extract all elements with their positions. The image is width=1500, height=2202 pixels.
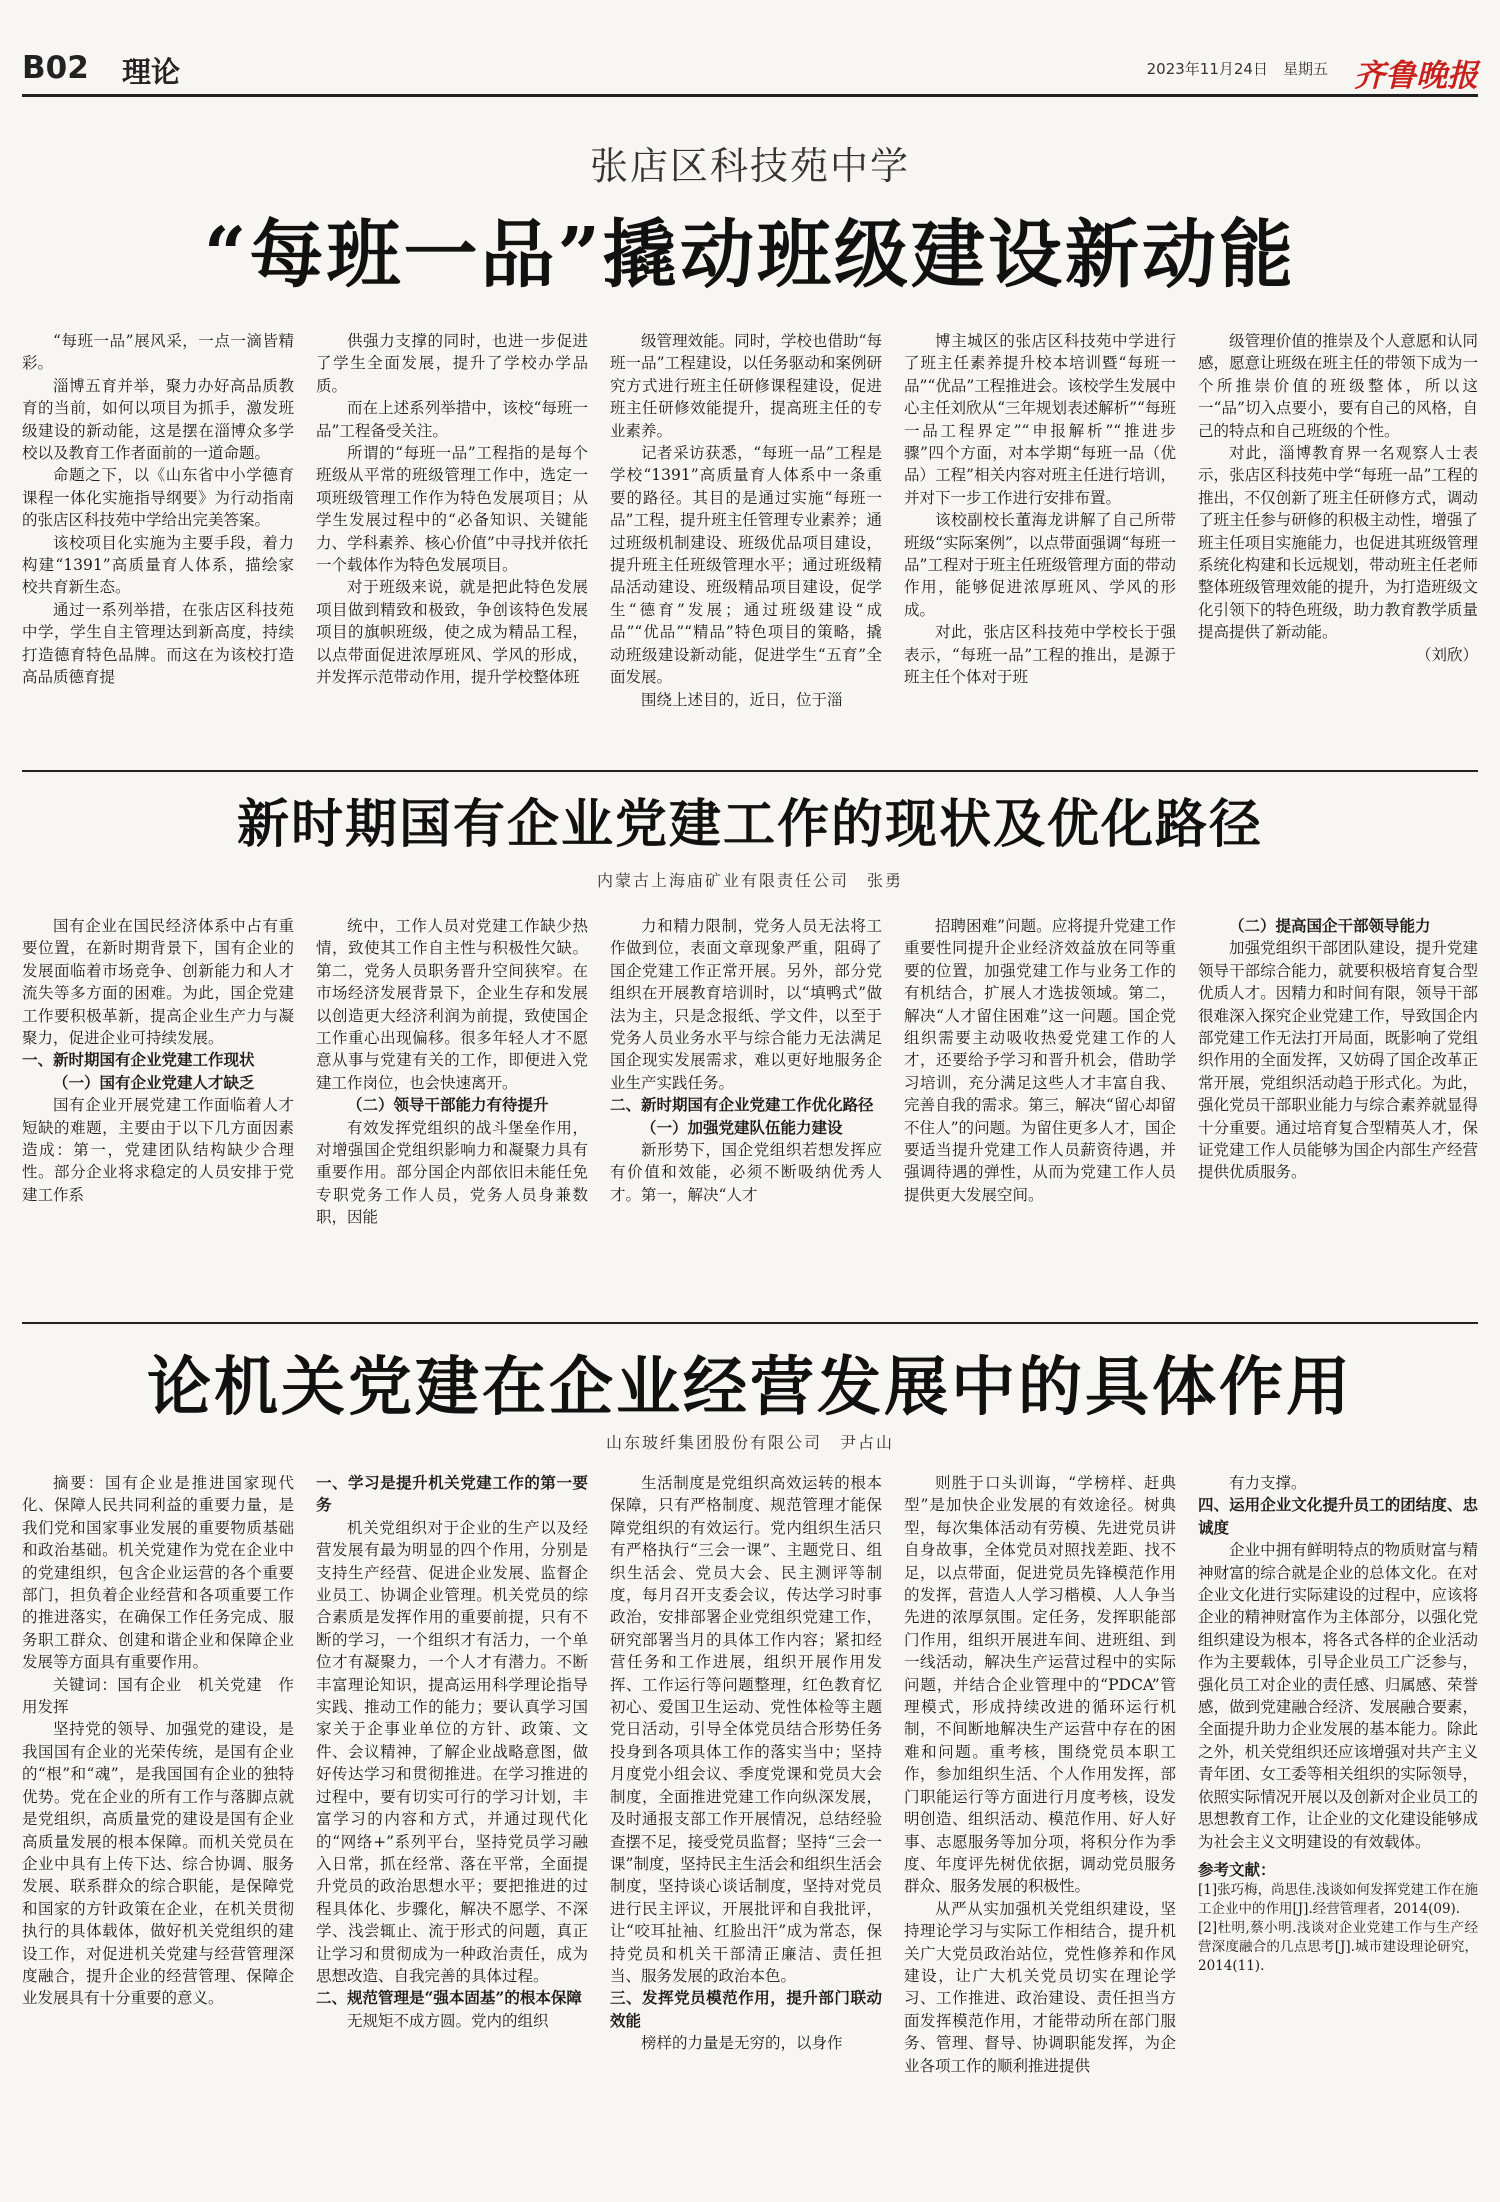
section-heading: 一、学习是提升机关党建工作的第一要务 — [316, 1473, 588, 1515]
masthead-rule — [22, 94, 1478, 97]
paragraph: 对此，淄博教育界一名观察人士表示，张店区科技苑中学“每班一品”工程的推出，不仅创新了班主任研修方式，调动了班主任参与研修的积极主动性，增强了班主任项目实施能力，也促进其班级管理系统化构建和长远规划，带动班主任老师整体班级管理效能的提升，为打造班级文化引领下的特色班级，助力教育教学质量提高提供了新动能。 — [1198, 444, 1478, 642]
paragraph: 生活制度是党组织高效运转的根本保障，只有严格制度、规范管理才能保障党组织的有效运行。党内组织生活只有严格执行“三会一课”、主题党日、组织生活会、党员大会、民主测评等制度，每月召开支委会议，传达学习时事政治，安排部署企业党组织党建工作，研究部署当月的具体工作内容；紧扣经营任务和工作进展，组织开展作用发挥、工作运行等问题整理，红色教育忆初心、爱国卫生运动、党性体检等主题党日活动，引导全体党员结合形势任务投身到各项具体工作的落实当中；坚持月度党小组会议、季度党课和党员大会制度，全面推进党建工作向纵深发展，及时通报支部工作开展情况，总结经验查摆不足，接受党员监督；坚持“三会一课”制度，坚持民主生活会和组织生活会制度，坚持谈心谈话制度，坚持对党员进行民主评议，开展批评和自我批评，让“咬耳扯袖、红脸出汗”成为常态，保持党员和机关干部清正廉洁、责任担当、服务发展的政治本色。 — [610, 1474, 882, 1985]
paragraph: 对此，张店区科技苑中学校长于强表示，“每班一品”工程的推出，是源于班主任个体对于班 — [904, 623, 1176, 687]
section-heading: 一、新时期国有企业党建工作现状 — [22, 1050, 255, 1070]
dateline — [1147, 58, 1328, 79]
section-heading: 二、新时期国有企业党建工作优化路径 — [610, 1095, 874, 1115]
article1-column-3 — [610, 330, 882, 762]
article1-signature: （刘欣） — [1415, 645, 1478, 664]
paragraph: 而在上述系列举措中，该校“每班一品”工程备受关注。 — [316, 399, 588, 440]
article1-column-4 — [904, 330, 1176, 762]
paragraph: 供强力支撑的同时，也进一步促进了学生全面发展，提升了学校办学品质。 — [316, 332, 588, 395]
article1-column-5 — [1198, 330, 1478, 762]
article3-column-1 — [22, 1472, 294, 2190]
article3-column-2 — [316, 1472, 588, 2190]
paragraph: 坚持党的领导、加强党的建设，是我国国有企业的光荣传统，是国有企业的“根”和“魂”，是我国国有企业的独特优势。党在企业的所有工作与落脚点就是党组织，高质量党的建设是国有企业高质量发展的根本保障。而机关党员在企业中具有上传下达、综合协调、服务发展、联系群众的综合职能，是保障党和国家的方针政策在企业，在机关贯彻执行的具体载体，做好机关党组织的建设工作，对促进机关党建与经营管理深度融合，提升企业的经营管理、保障企业发展具有十分重要的意义。 — [22, 1720, 294, 2008]
newspaper-logo: 齐鲁晚报 — [1354, 58, 1478, 94]
article2-column-4 — [904, 915, 1176, 1313]
article2-column-3 — [610, 915, 882, 1313]
article3-column-3 — [610, 1472, 882, 2190]
paragraph: 博主城区的张店区科技苑中学进行了班主任素养提升校本培训暨“每班一品”“优品”工程推进会。该校学生发展中心主任刘欣从“三年规划表述解析”“每班一品工程界定”“申报解析”“推进步骤”四个方面，对本学期“每班一品（优品）工程”相关内容对班主任进行培训，并对下一步工作进行安排布置。 — [904, 332, 1176, 507]
subsection-heading: （一）国有企业党建人才缺乏 — [53, 1072, 255, 1092]
section-heading: 二、规范管理是“强本固基”的根本保障 — [316, 1988, 582, 2008]
paragraph: 国有企业在国民经济体系中占有重要位置，在新时期背景下，国有企业的发展面临着市场竞争、创新能力和人才流失等多方面的困难。为此，国企党建工作要积极革新，提高企业生产力与凝聚力，促进企业可持续发展。 — [22, 917, 294, 1048]
article1-column-2 — [316, 330, 588, 762]
subsection-heading: （一）加强党建队伍能力建设 — [641, 1117, 843, 1137]
article3-byline: 山东玻纤集团股份有限公司 尹占山 — [605, 1433, 894, 1452]
paragraph: “每班一品”展风采，一点一滴皆精彩。 — [22, 332, 294, 373]
paragraph: 新形势下，国企党组织若想发挥应有价值和效能，必须不断吸纳优秀人才。第一，解决“人才 — [610, 1141, 882, 1204]
paragraph: 榜样的力量是无穷的，以身作 — [641, 2034, 843, 2053]
page-number: B02 — [22, 50, 89, 86]
article-divider-1 — [22, 770, 1478, 772]
issue-date: 2023年11月24日 — [1146, 60, 1268, 78]
paragraph: 命题之下，以《山东省中小学德育课程一体化实施指导纲要》为行动指南的张店区科技苑中学给出完美答案。 — [22, 466, 294, 530]
article2-column-1 — [22, 915, 294, 1313]
paragraph: 则胜于口头训诲，“学榜样、赶典型”是加快企业发展的有效途径。树典型，每次集体活动有劳模、先进党员讲自身故事，全体党员对照找差距、找不足，以点带面，促进党员先锋模范作用的发挥，营造人人学习楷模、人人争当先进的浓厚氛围。定任务，发挥职能部门作用，组织开展进车间、进班组、到一线活动，解决生产运营过程中的实际问题，并结合企业管理中的“PDCA”管理模式，形成持续改进的循环运行机制，不间断地解决生产运营中存在的困难和问题。重考核，围绕党员本职工作，参加组织生活、个人作用发挥，部门职能运行等方面进行月度考核，设发明创造、组织活动、模范作用、好人好事、志愿服务等加分项，将积分作为季度、年度评先树优依据，调动党员服务群众、服务发展的积极性。 — [904, 1474, 1176, 1896]
issue-weekday: 星期五 — [1282, 60, 1328, 78]
paragraph: 统中，工作人员对党建工作缺少热情，致使其工作自主性与积极性欠缺。第二，党务人员职务晋升空间狭窄。在市场经济发展背景下，企业生存和发展以创造更大经济利润为前提，致使国企工作重心出现偏移。很多年轻人才不愿意从事与党建有关的工作，即便进入党建工作岗位，也会快速离开。 — [316, 917, 588, 1092]
article2-column-2 — [316, 915, 588, 1313]
paragraph: 力和精力限制，党务人员无法将工作做到位，表面文章现象严重，阻碍了国企党建工作正常开展。另外，部分党组织在开展教育培训时，以“填鸭式”做法为主，只是念报纸、学文件，以至于党务人员业务水平与综合能力无法满足国企现实发展需求，难以更好地服务企业生产实践任务。 — [610, 917, 882, 1092]
section-name: 理论 — [122, 55, 181, 89]
paragraph: 有力支撑。 — [1229, 1474, 1307, 1492]
paragraph: 所谓的“每班一品”工程指的是每个班级从平常的班级管理工作中，选定一项班级管理工作作为特色发展项目；从学生发展过程中的“必备知识、关键能力、学科素养、核心价值”中寻找并依托一个载体作为特色发展项目。 — [316, 444, 588, 575]
article2-title: 新时期国有企业党建工作的现状及优化路径 — [236, 794, 1263, 855]
paragraph: 淄博五育并举，聚力办好高品质教育的当前，如何以项目为抓手，激发班级建设的新动能，这是摆在淄博众多学校以及教育工作者面前的一道命题。 — [22, 376, 294, 463]
masthead — [22, 50, 1478, 94]
paragraph: 摘要：国有企业是推进国家现代化、保障人民共同利益的重要力量，是我们党和国家事业发展的重要物质基础和政治基础。机关党建作为党在企业中的党建组织，包含企业运营的各个重要部门，担负着企业经营和各项重要工作的推进落实，在确保工作任务完成、服务职工群众、创建和谐企业和保障企业发展等方面具有重要作用。 — [22, 1474, 294, 1672]
article3-title: 论机关党建在企业经营发展中的具体作用 — [147, 1350, 1353, 1425]
paragraph: 有效发挥党组织的战斗堡垒作用，对增强国企党组织影响力和凝聚力具有重要作用。部分国企内部依旧未能任免专职党务工作人员，党务人员身兼数职，因能 — [316, 1118, 588, 1227]
paragraph: 国有企业开展党建工作面临着人才短缺的难题，主要由于以下几方面因素造成：第一，党建团队结构缺少合理性。部分企业将求稳定的人员安排于党建工作系 — [22, 1096, 294, 1204]
reference-entry: [1]张巧梅，尚思佳.浅谈如何发挥党建工作在施工企业中的作用[J].经营管理者，2014(09). — [1198, 1882, 1478, 1918]
article-divider-2 — [22, 1322, 1478, 1324]
subsection-heading: （二）领导干部能力有待提升 — [347, 1095, 549, 1115]
paragraph: 该校副校长董海龙讲解了自己所带班级“实际案例”，以点带面强调“每班一品”工程对于班主任班级管理方面的带动作用，能够促进浓厚班风、学风的形成。 — [904, 511, 1176, 619]
paragraph: 记者采访获悉，“每班一品”工程是学校“1391”高质量育人体系中一条重要的路径。其目的是通过实施“每班一品”工程，提升班主任管理专业素养；通过班级机制建设、班级优品项目建设，提升班主任班级管理水平；通过班级精品活动建设、班级精品项目建设，促学生“德育”发展；通过班级建设“成品”“优品”“精品”特色项目的策略，撬动班级建设新动能，促进学生“五育”全面发展。 — [610, 444, 882, 687]
paragraph: 招聘困难”问题。应将提升党建工作重要性同提升企业经济效益放在同等重要的位置，加强党建工作与业务工作的有机结合，扩展人才选拔领域。第二，解决“人才留住困难”这一问题。国企党组织需要主动吸收热爱党建工作的人才，还要给予学习和晋升机会，借助学习培训，充分满足这些人才丰富自我、完善自我的需求。第三，解决“留心却留不住人”的问题。为留住更多人才，国企要适当提升党建工作人员薪资待遇，并强调待遇的弹性，从而为党建工作人员提供更大发展空间。 — [904, 917, 1176, 1204]
article3-column-4 — [904, 1472, 1176, 2190]
paragraph: 围绕上述目的，近日，位于淄 — [641, 690, 843, 709]
paragraph: 该校项目化实施为主要手段，着力构建“1391”高质量育人体系，描绘家校共育新生态。 — [22, 533, 294, 597]
paragraph: 无规矩不成方圆。党内的组织 — [347, 2011, 549, 2030]
paragraph: 级管理价值的推崇及个人意愿和认同感，愿意让班级在班主任的带领下成为一个所推崇价值的班级整体，所以这一“品”切入点要小，要有自己的风格，自己的特点和自己班级的个性。 — [1198, 332, 1478, 440]
article3-column-5 — [1198, 1472, 1478, 2190]
article1-title: “每班一品”撬动班级建设新动能 — [203, 212, 1297, 298]
paragraph: 对于班级来说，就是把此特色发展项目做到精致和极致，争创该特色发展项目的旗帜班级，使之成为精品工程，以点带面促进浓厚班风、学风的形成，并发挥示范带动作用，提升学校整体班 — [316, 578, 588, 687]
paragraph: 级管理效能。同时，学校也借助“每班一品”工程建设，以任务驱动和案例研究方式进行班主任研修课程建设，促进班主任研修效能提升，提高班主任的专业素养。 — [610, 332, 882, 440]
article1-column-1 — [22, 330, 294, 762]
article2-column-5 — [1198, 915, 1478, 1313]
section-heading: 三、发挥党员模范作用，提升部门联动效能 — [610, 1988, 882, 2030]
article1-kicker: 张店区科技苑中学 — [589, 144, 910, 188]
reference-entry: [2]杜明,蔡小明.浅谈对企业党建工作与生产经营深度融合的几点思考[J].城市建设理论研究，2014(11). — [1198, 1920, 1478, 1975]
subsection-heading: （二）提高国企干部领导能力 — [1229, 916, 1431, 935]
paragraph: 加强党组织干部团队建设，提升党建领导干部综合能力，就要积极培育复合型优质人才。因精力和时间有限，领导干部很难深入探究企业党建工作，导致国企内部党建工作无法打开局面，既影响了党组织作用的全面发挥，又妨碍了国企改革正常开展，党组织活动趋于形式化。为此，强化党员干部职业能力与综合素养就显得十分重要。通过培育复合型精英人才，保证党建工作人员能够为国企内部生产经营提供优质服务。 — [1198, 939, 1478, 1182]
paragraph: 企业中拥有鲜明特点的物质财富与精神财富的综合就是企业的总体文化。在对企业文化进行实际建设的过程中，应该将企业的精神财富作为主体部分，以强化党组织建设为根本，将各式各样的企业活动作为主要载体，引导企业员工广泛参与，强化员工对企业的责任感、归属感、荣誉感，做到党建融合经济、发展融合要素，全面提升助力企业发展的基本能力。除此之外，机关党组织还应该增强对共产主义青年团、女工委等相关组织的实际领导，依照实际情况开展以及创新对企业员工的思想教育工作，让企业的文化建设能够成为社会主义文明建设的有效载体。 — [1198, 1541, 1478, 1851]
paragraph: 关键词：国有企业 机关党建 作用发挥 — [22, 1675, 294, 1717]
paragraph: 机关党组织对于企业的生产以及经营发展有最为明显的四个作用，分别是支持生产经营、促进企业发展、监督企业员工、协调企业管理。机关党员的综合素质是发挥作用的重要前提，只有不断的学习，一个组织才有活力，一个单位才有凝聚力，一个人才有潜力。不断丰富理论知识，提高运用科学理论指导实践、推动工作的能力；要认真学习国家关于企事业单位的方针、政策、文件、会议精神，了解企业战略意图，做好传达学习和贯彻推进。在学习推进的过程中，要有切实可行的学习计划，丰富学习的内容和方式，并通过现代化的“网络+”系列平台，坚持党员学习融入日常，抓在经常、落在平常，全面提升党员的政治思想水平；要把推进的过程具体化、步骤化，解决不愿学、不深学、浅尝辄止、流于形式的问题，真正让学习和贯彻成为一种政治责任，成为思想改造、自我完善的具体过程。 — [316, 1518, 588, 1985]
references-heading: 参考文献： — [1198, 1859, 1276, 1879]
article2-byline: 内蒙古上海庙矿业有限责任公司 张勇 — [596, 871, 903, 890]
paragraph: 从严从实加强机关党组织建设，坚持理论学习与实际工作相结合，提升机关广大党员政治站位，党性修养和作风建设，让广大机关党员切实在理论学习、工作推进、政治建设、责任担当方面发挥模范作用，才能带动所在部门服务、管理、督导、协调职能发挥，为企业各项工作的顺利推进提供 — [904, 1899, 1176, 2075]
section-heading: 四、运用企业文化提升员工的团结度、忠诚度 — [1198, 1495, 1478, 1537]
paragraph: 通过一系列举措，在张店区科技苑中学，学生自主管理达到新高度，持续打造德育特色品牌。而这在为该校打造高品质德育提 — [22, 600, 294, 687]
